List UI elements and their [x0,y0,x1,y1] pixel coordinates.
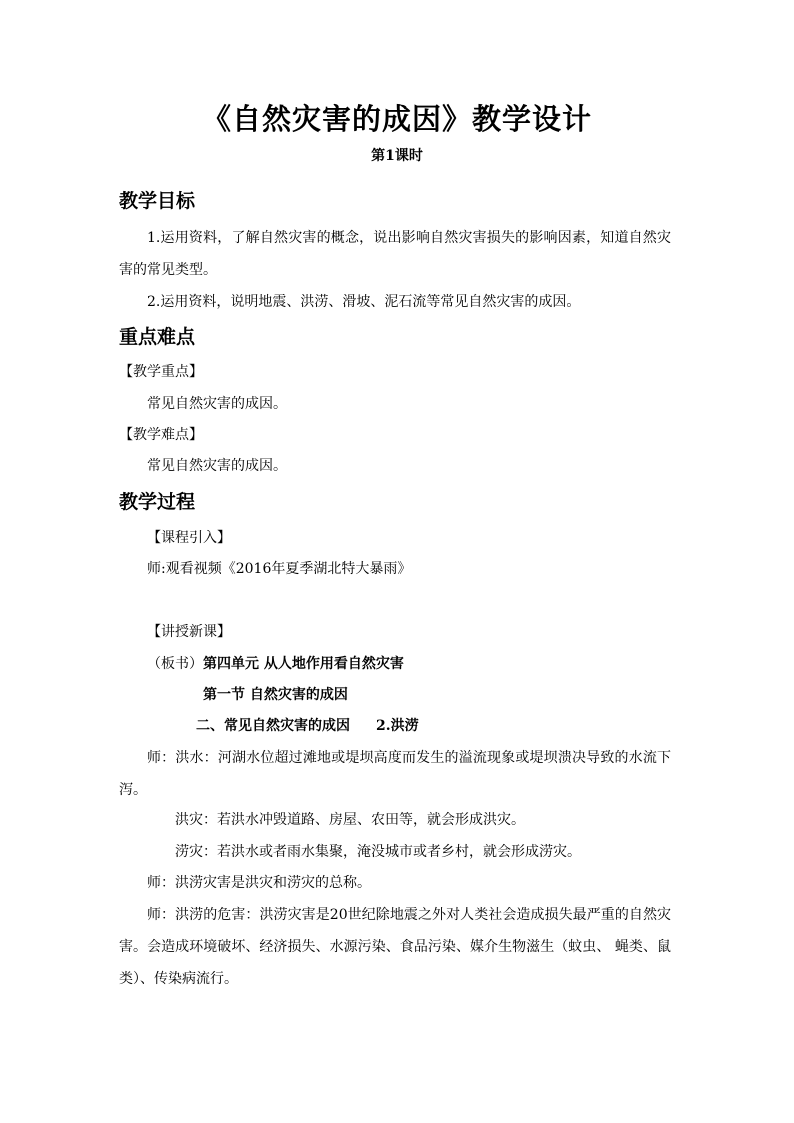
board-unit-line [147,654,404,674]
waterlog-disaster: 涝灾：若洪水或者雨水集聚，淹没城市或者乡村，就会形成涝灾。 [175,844,581,860]
board-unit: 第四单元 从人地作用看自然灾害 [203,656,404,672]
focus-label: 【教学重点】 [119,364,203,380]
objectives-list [119,222,671,318]
process-heading: 教学过程 [119,491,196,513]
objective-item-1: 1.运用资料，了解自然灾害的概念，说出影响自然灾害损失的影响因素，知道自然灾害的常见类型。 [119,230,671,278]
difficulty-text: 常见自然灾害的成因。 [147,458,287,474]
flood-hazards-text: 师：洪涝的危害：洪涝灾害是20世纪除地震之外对人类社会造成损失最严重的自然灾害。会造成环境破坏、经济损失、水源污染、食品污染、媒介生物滋生（蚊虫、 蝇类、鼠类）、传染病流行。 [119,907,671,987]
key-points-heading: 重点难点 [119,326,196,348]
flood-definition-text: 师：洪水：河湖水位超过滩地或堤坝高度而发生的溢流现象或堤坝溃决导致的水流下泻。 [119,750,671,798]
board-subtopic: 2.洪涝 [376,718,419,734]
board-topic-line [196,716,419,736]
intro-label: 【课程引入】 [147,530,231,546]
objective-item-2: 2.运用资料，说明地震、洪涝、滑坡、泥石流等常见自然灾害的成因。 [147,294,581,310]
board-prefix: （板书） [147,656,203,672]
focus-text: 常见自然灾害的成因。 [147,396,287,412]
document-subtitle: 第1课时 [371,148,423,164]
flood-disaster: 洪灾：若洪水冲毁道路、房屋、农田等，就会形成洪灾。 [175,812,525,828]
flood-definition [119,742,671,806]
objectives-heading: 教学目标 [119,190,196,212]
document-title: 《自然灾害的成因》教学设计 [201,102,592,136]
board-topic: 二、常见自然灾害的成因 [196,718,350,734]
flood-summary: 师：洪涝灾害是洪灾和涝灾的总称。 [147,875,371,891]
board-section: 第一节 自然灾害的成因 [203,687,348,703]
new-lesson-label: 【讲授新课】 [147,624,231,640]
difficulty-label: 【教学难点】 [119,427,203,443]
intro-text: 师:观看视频《2016年夏季湖北特大暴雨》 [147,561,412,577]
flood-hazards [119,899,671,995]
